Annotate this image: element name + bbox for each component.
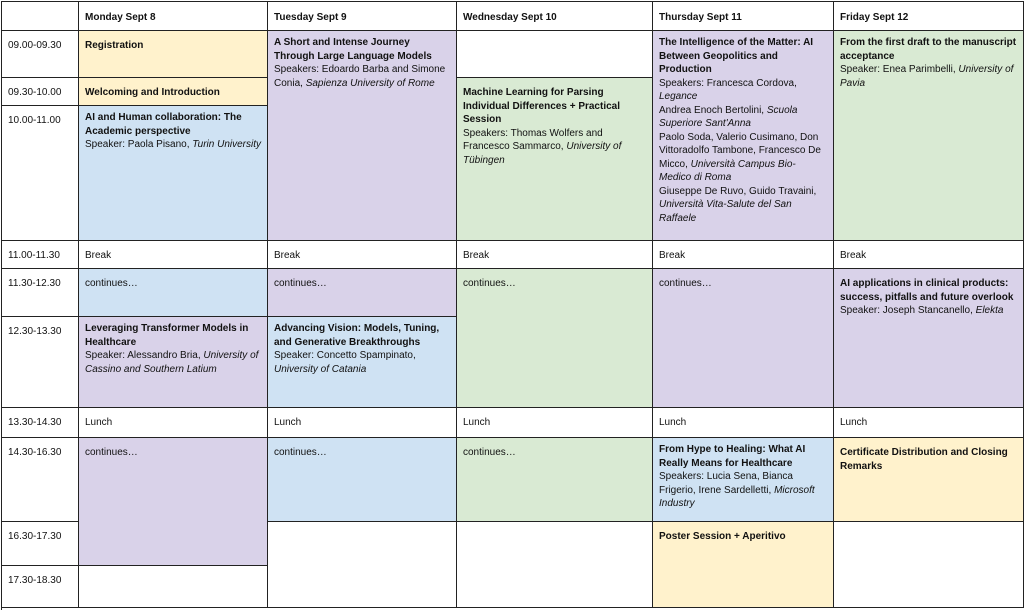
break-cell: Break — [79, 241, 268, 269]
session-speakers: Speaker: Paola Pisano, Turin University — [85, 139, 262, 150]
session-speakers: Speaker: Joseph Stancanello, Elekta — [840, 305, 1004, 316]
speaker-affiliation: Sapienza University of Rome — [305, 77, 435, 89]
break-cell: Break — [457, 241, 653, 269]
lunch-cell: Lunch — [834, 408, 1024, 438]
session-draft-to-acceptance — [834, 31, 1024, 241]
continues-cell: continues… — [79, 269, 268, 317]
speaker-affiliation: Elekta — [975, 305, 1004, 316]
speaker-affiliation: Università Campus Bio-Medico di Roma — [659, 158, 796, 183]
lunch-cell: Lunch — [457, 408, 653, 438]
schedule-table — [1, 1, 1024, 610]
speaker-affiliation: University of Tübingen — [463, 141, 622, 166]
session-closing-remarks — [834, 438, 1024, 522]
speaker-affiliation: University of Catania — [274, 363, 367, 375]
break-cell: Break — [834, 241, 1024, 269]
session-title: Welcoming and Introduction — [85, 87, 220, 98]
session-ai-clinical-products — [834, 269, 1024, 408]
session-title: From the first draft to the manuscript acceptance — [840, 37, 1017, 62]
continues-cell: continues… — [457, 438, 653, 522]
speaker-affiliation: Microsoft Industry — [659, 484, 815, 509]
continues-cell: continues… — [653, 269, 834, 408]
continues-cell: continues… — [457, 269, 653, 408]
time-slot: 11.30-12.30 — [2, 269, 79, 317]
lunch-cell: Lunch — [79, 408, 268, 438]
session-intelligence-of-matter — [653, 31, 834, 241]
lunch-cell: Lunch — [268, 408, 457, 438]
session-title: AI and Human collaboration: The Academic perspective — [85, 112, 242, 137]
session-speakers: Speakers: Thomas Wolfers and Francesco Sammarco, University of Tübingen — [463, 127, 622, 166]
header-monday: Monday Sept 8 — [79, 2, 268, 31]
speaker-affiliation: University of Pavia — [840, 64, 1014, 89]
session-title: From Hype to Healing: What AI Really Means for Healthcare — [659, 444, 806, 469]
speaker-affiliation: University of Cassino and Southern Latium — [85, 350, 259, 375]
session-speakers: Giuseppe De Ruvo, Guido Travaini, Università Vita-Salute del San Raffaele — [659, 185, 817, 224]
session-title: The Intelligence of the Matter: AI Between Geopolitics and Production — [659, 37, 814, 75]
time-slot: 09.30-10.00 — [2, 78, 79, 106]
empty-cell — [268, 522, 457, 608]
session-title: A Short and Intense Journey Through Large Language Models — [274, 37, 432, 62]
session-title: Poster Session + Aperitivo — [659, 531, 786, 542]
corner-cell — [2, 2, 79, 31]
session-poster-aperitivo — [653, 522, 834, 608]
session-transformers-healthcare — [79, 317, 268, 408]
session-title: AI applications in clinical products: success, pitfalls and future overlook — [840, 278, 1014, 303]
empty-cell — [79, 566, 268, 608]
header-thursday: Thursday Sept 11 — [653, 2, 834, 31]
time-slot: 12.30-13.30 — [2, 317, 79, 408]
session-speakers: Paolo Soda, Valerio Cusimano, Don Vittoradolfo Tambone, Francesco De Micco, Università Campus Bio-Medico di Roma — [659, 131, 821, 183]
session-speakers: Andrea Enoch Bertolini, Scuola Superiore Sant'Anna — [659, 104, 798, 129]
session-registration — [79, 31, 268, 78]
time-slot: 13.30-14.30 — [2, 408, 79, 438]
session-speakers: Speaker: Concetto Spampinato, University of Catania — [274, 350, 416, 375]
time-slot: 16.30-17.30 — [2, 522, 79, 566]
speaker-affiliation: Università Vita-Salute del San Raffaele — [659, 199, 792, 224]
speaker-affiliation: Legance — [659, 91, 698, 102]
session-advancing-vision — [268, 317, 457, 408]
time-slot: 10.00-11.00 — [2, 106, 79, 241]
session-speakers: Speakers: Lucia Sena, Bianca Frigerio, Irene Sardelletti, Microsoft Industry — [659, 471, 815, 509]
session-ml-individual-differences — [457, 78, 653, 241]
time-slot: 14.30-16.30 — [2, 438, 79, 522]
header-friday: Friday Sept 12 — [834, 2, 1024, 31]
session-title: Machine Learning for Parsing Individual Differences + Practical Session — [463, 87, 621, 125]
session-title: Advancing Vision: Models, Tuning, and Generative Breakthroughs — [274, 323, 440, 348]
continues-cell: continues… — [268, 269, 457, 317]
empty-cell — [834, 522, 1024, 608]
continues-cell: continues… — [268, 438, 457, 522]
header-wednesday: Wednesday Sept 10 — [457, 2, 653, 31]
empty-cell — [457, 522, 653, 608]
session-llm-journey — [268, 31, 457, 241]
break-cell: Break — [653, 241, 834, 269]
empty-cell — [457, 31, 653, 78]
speaker-affiliation: Turin University — [192, 139, 262, 150]
lunch-cell: Lunch — [653, 408, 834, 438]
session-ai-human-collab — [79, 106, 268, 241]
break-cell: Break — [268, 241, 457, 269]
session-speakers: Speakers: Edoardo Barba and Simone Conia, Sapienza University of Rome — [274, 64, 446, 89]
time-slot: 11.00-11.30 — [2, 241, 79, 269]
session-speakers: Speaker: Alessandro Bria, University of Cassino and Southern Latium — [85, 350, 259, 375]
session-speakers: Speaker: Enea Parimbelli, University of Pavia — [840, 64, 1014, 89]
session-speakers: Speakers: Francesca Cordova, Legance — [659, 77, 797, 102]
session-welcome — [79, 78, 268, 106]
time-slot: 09.00-09.30 — [2, 31, 79, 78]
header-tuesday: Tuesday Sept 9 — [268, 2, 457, 31]
session-hype-to-healing — [653, 438, 834, 522]
speaker-affiliation: Scuola Superiore Sant'Anna — [659, 104, 798, 129]
continues-cell: continues… — [79, 438, 268, 566]
session-title: Leveraging Transformer Models in Healthcare — [85, 323, 249, 348]
session-title: Certificate Distribution and Closing Remarks — [840, 447, 1008, 472]
session-title: Registration — [85, 40, 144, 51]
time-slot: 17.30-18.30 — [2, 566, 79, 608]
